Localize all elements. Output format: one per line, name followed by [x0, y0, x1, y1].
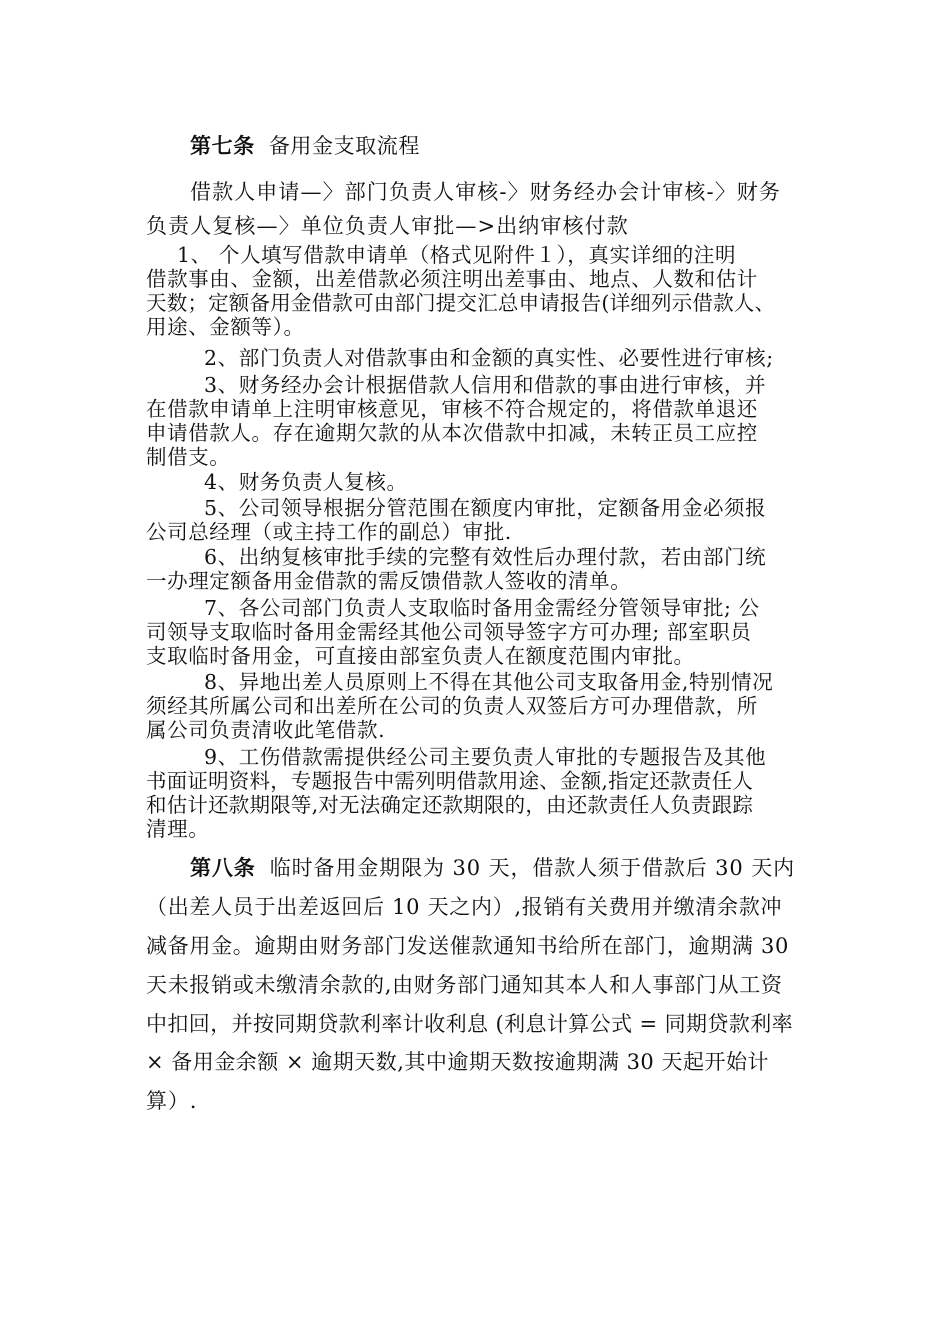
article-8-label: 第八条	[190, 856, 256, 880]
item-9-line: 和估计还款期限等,对无法确定还款期限的，由还款责任人负责跟踪	[146, 793, 754, 817]
item-9-line: 清理。	[146, 817, 210, 841]
item-7-line: 支取临时备用金，可直接由部室负责人在额度范围内审批。	[146, 644, 695, 668]
item-1-line: 用途、金额等）。	[146, 315, 305, 339]
item-1-line: 天数；定额备用金借款可由部门提交汇总申请报告(详细列示借款人、	[146, 291, 776, 315]
item-2-line: 2、部门负责人对借款事由和金额的真实性、必要性进行审核;	[204, 346, 774, 370]
item-3-line: 3、财务经办会计根据借款人信用和借款的事由进行审核，并	[204, 373, 767, 397]
item-8-line: 须经其所属公司和出差所在公司的负责人双签后方可办理借款，所	[146, 694, 758, 718]
item-9-line: 9、工伤借款需提供经公司主要负责人审批的专题报告及其他	[204, 745, 767, 769]
item-7-line: 7、各公司部门负责人支取临时备用金需经分管领导审批; 公	[204, 596, 760, 620]
article-7-heading	[190, 134, 420, 158]
article-8-line	[190, 856, 795, 880]
item-5-line: 5、公司领导根据分管范围在额度内审批，定额备用金必须报	[204, 496, 767, 520]
item-4-line: 4、财务负责人复核。	[204, 470, 408, 494]
item-5-line: 公司总经理（或主持工作的副总）审批.	[146, 520, 512, 544]
article-8-line: 减备用金。逾期由财务部门发送催款通知书给所在部门，逾期满 30	[146, 934, 790, 958]
item-1-line: 1、 个人填写借款申请单（格式见附件１），真实详细的注明	[177, 243, 737, 267]
article-8-line: × 备用金余额 × 逾期天数,其中逾期天数按逾期满 30 天起开始计	[146, 1050, 769, 1074]
article-7-flow-line: 借款人申请—〉部门负责人审核-〉财务经办会计审核-〉财务	[190, 180, 781, 204]
item-1-line: 借款事由、金额，出差借款必须注明出差事由、地点、人数和估计	[146, 267, 758, 291]
article-8-line: 天未报销或未缴清余款的,由财务部门通知其本人和人事部门从工资	[146, 973, 783, 997]
item-6-line: 一办理定额备用金借款的需反馈借款人签收的清单。	[146, 569, 632, 593]
article-8-line: （出差人员于出差返回后 10 天之内）,报销有关费用并缴清余款冲	[146, 895, 783, 919]
article-7-flow-line: 负责人复核—〉单位负责人审批—>出纳审核付款	[146, 214, 629, 238]
item-8-line: 8、异地出差人员原则上不得在其他公司支取备用金,特别情况	[204, 670, 774, 694]
item-8-line: 属公司负责清收此笔借款.	[146, 718, 386, 742]
article-8-line: 中扣回，并按同期贷款利率计收利息 (利息计算公式 = 同期贷款利率	[146, 1012, 794, 1036]
article-7-title: 备用金支取流程	[268, 134, 421, 158]
article-8-line: 算）.	[146, 1089, 198, 1113]
item-3-line: 制借支。	[146, 445, 231, 469]
item-7-line: 司领导支取临时备用金需经其他公司领导签字方可办理; 部室职员	[146, 620, 752, 644]
article-8-text: 临时备用金期限为 30 天，借款人须于借款后 30 天内	[269, 856, 796, 880]
item-3-line: 在借款申请单上注明审核意见，审核不符合规定的，将借款单退还	[146, 397, 758, 421]
item-6-line: 6、出纳复核审批手续的完整有效性后办理付款，若由部门统	[204, 545, 767, 569]
item-3-line: 申请借款人。存在逾期欠款的从本次借款中扣减，未转正员工应控	[146, 421, 758, 445]
article-7-label: 第七条	[190, 134, 255, 158]
item-9-line: 书面证明资料，专题报告中需列明借款用途、金额,指定还款责任人	[146, 769, 754, 793]
